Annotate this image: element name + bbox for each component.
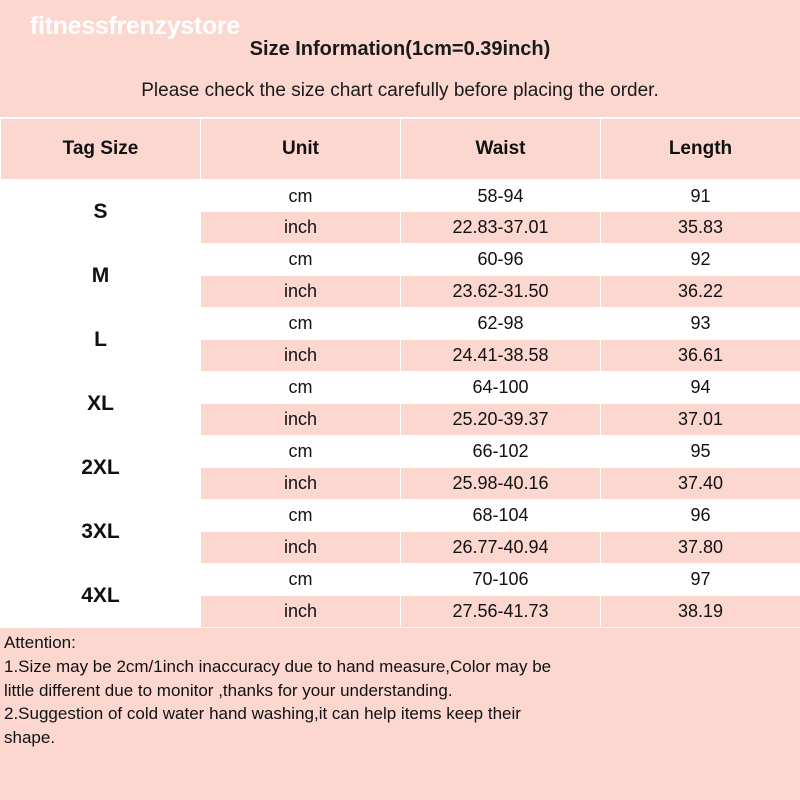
length-cell-inch: 37.80 xyxy=(601,532,800,564)
tag-size-cell: S xyxy=(1,180,201,244)
table-row xyxy=(1,180,800,212)
length-cell-cm: 96 xyxy=(601,500,800,532)
length-cell-cm: 92 xyxy=(601,244,800,276)
unit-cell-cm: cm xyxy=(201,372,401,404)
unit-cell-cm: cm xyxy=(201,308,401,340)
table-row xyxy=(1,308,800,340)
tag-size-cell: L xyxy=(1,308,201,372)
tag-size-cell: 3XL xyxy=(1,500,201,564)
length-cell-cm: 95 xyxy=(601,436,800,468)
unit-cell-inch: inch xyxy=(201,468,401,500)
length-cell-inch: 35.83 xyxy=(601,212,800,244)
unit-cell-inch: inch xyxy=(201,596,401,628)
size-table xyxy=(0,117,800,629)
page-subtitle: Please check the size chart carefully before placing the order. xyxy=(141,80,659,101)
waist-cell-inch: 27.56-41.73 xyxy=(401,596,601,628)
header-waist: Waist xyxy=(401,118,601,180)
tag-size-cell: 4XL xyxy=(1,564,201,628)
waist-cell-cm: 64-100 xyxy=(401,372,601,404)
length-cell-cm: 94 xyxy=(601,372,800,404)
length-cell-cm: 97 xyxy=(601,564,800,596)
page-title: Size Information(1cm=0.39inch) xyxy=(249,38,551,60)
unit-cell-cm: cm xyxy=(201,500,401,532)
waist-cell-inch: 24.41-38.58 xyxy=(401,340,601,372)
length-cell-inch: 37.01 xyxy=(601,404,800,436)
table-row xyxy=(1,372,800,404)
waist-cell-cm: 70-106 xyxy=(401,564,601,596)
header-unit: Unit xyxy=(201,118,401,180)
waist-cell-cm: 60-96 xyxy=(401,244,601,276)
length-cell-inch: 38.19 xyxy=(601,596,800,628)
table-row xyxy=(1,244,800,276)
waist-cell-inch: 25.98-40.16 xyxy=(401,468,601,500)
header-length: Length xyxy=(601,118,800,180)
waist-cell-cm: 58-94 xyxy=(401,180,601,212)
store-watermark: fitnessfrenzystore xyxy=(30,12,240,40)
unit-cell-inch: inch xyxy=(201,212,401,244)
tag-size-cell: 2XL xyxy=(1,436,201,500)
attention-line: 1.Size may be 2cm/1inch inaccuracy due to hand measure,Color may be xyxy=(4,657,552,677)
waist-cell-inch: 23.62-31.50 xyxy=(401,276,601,308)
tag-size-cell: XL xyxy=(1,372,201,436)
length-cell-inch: 36.22 xyxy=(601,276,800,308)
attention-block xyxy=(0,628,800,749)
waist-cell-cm: 62-98 xyxy=(401,308,601,340)
unit-cell-cm: cm xyxy=(201,564,401,596)
table-row xyxy=(1,500,800,532)
unit-cell-cm: cm xyxy=(201,180,401,212)
waist-cell-inch: 22.83-37.01 xyxy=(401,212,601,244)
attention-line: little different due to monitor ,thanks for your understanding. xyxy=(4,680,453,700)
table-row xyxy=(1,564,800,596)
unit-cell-inch: inch xyxy=(201,276,401,308)
attention-label: Attention: xyxy=(4,633,76,653)
unit-cell-inch: inch xyxy=(201,404,401,436)
unit-cell-inch: inch xyxy=(201,340,401,372)
waist-cell-inch: 26.77-40.94 xyxy=(401,532,601,564)
unit-cell-cm: cm xyxy=(201,436,401,468)
attention-line: 2.Suggestion of cold water hand washing,it can help items keep their xyxy=(4,704,521,724)
table-row xyxy=(1,436,800,468)
length-cell-cm: 93 xyxy=(601,308,800,340)
unit-cell-inch: inch xyxy=(201,532,401,564)
length-cell-inch: 36.61 xyxy=(601,340,800,372)
length-cell-cm: 91 xyxy=(601,180,800,212)
table-header-row xyxy=(1,118,800,180)
unit-cell-cm: cm xyxy=(201,244,401,276)
waist-cell-cm: 68-104 xyxy=(401,500,601,532)
waist-cell-inch: 25.20-39.37 xyxy=(401,404,601,436)
waist-cell-cm: 66-102 xyxy=(401,436,601,468)
tag-size-cell: M xyxy=(1,244,201,308)
header-tag-size: Tag Size xyxy=(1,118,201,180)
length-cell-inch: 37.40 xyxy=(601,468,800,500)
attention-line: shape. xyxy=(4,727,56,747)
